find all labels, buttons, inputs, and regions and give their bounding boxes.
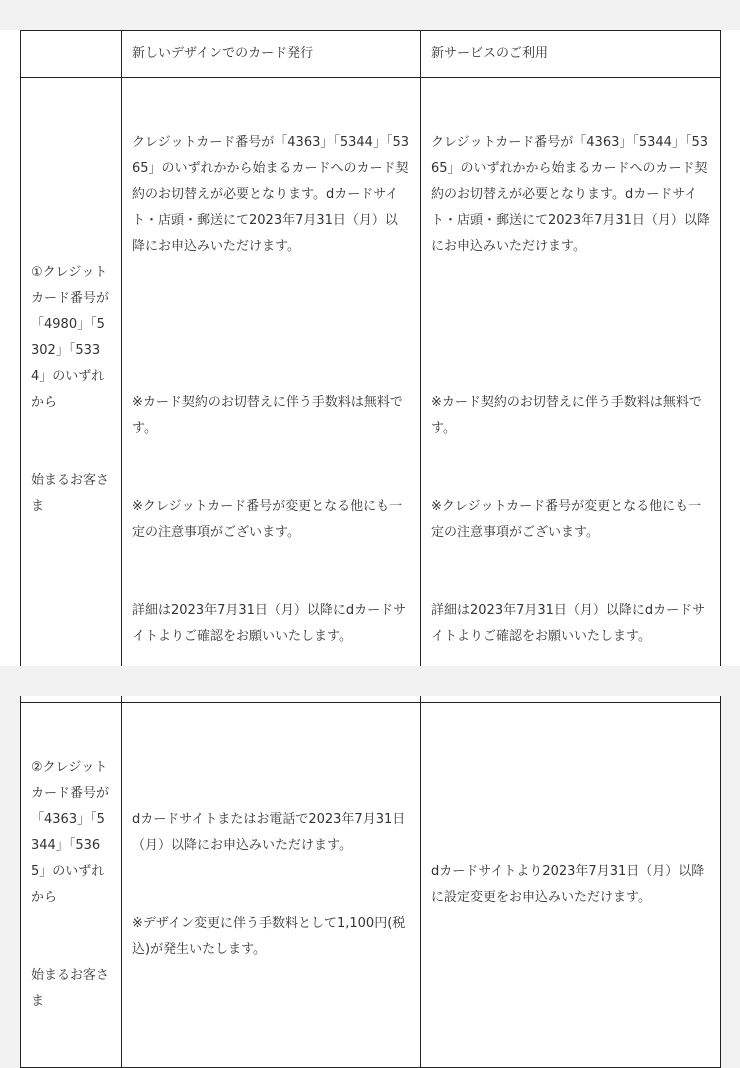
cell-paragraph: 詳細は2023年7月31日（月）以降にdカードサイトよりご確認をお願いいたします。	[132, 603, 407, 644]
header-corner-cell	[21, 31, 122, 78]
row-label-line: 始まるお客さま	[31, 473, 110, 514]
top-band	[0, 0, 740, 30]
row-label-line: 始まるお客さま	[31, 968, 110, 1009]
comparison-table	[20, 30, 721, 1068]
service-cell	[421, 703, 721, 1068]
table-row	[21, 703, 721, 1068]
cell-paragraph: クレジットカード番号が「4363」「5344」「5365」のいずれかから始まるカードへのカード契約のお切替えが必要となります。dカードサイト・店頭・郵送にて2023年7月31日（月）以降にお申込みいただけます。	[431, 135, 710, 254]
row-label-cell	[21, 78, 122, 703]
design-cell	[122, 703, 421, 1068]
cell-paragraph: ※カード契約のお切替えに伴う手数料は無料です。	[431, 395, 702, 436]
service-cell	[421, 78, 721, 703]
cell-paragraph: クレジットカード番号が「4363」「5344」「5365」のいずれかから始まるカードへのカード契約のお切替えが必要となります。dカードサイト・店頭・郵送にて2023年7月31日（月）以降にお申込みいただけます。	[132, 135, 409, 254]
header-service-cell: 新サービスのご利用	[421, 31, 721, 78]
row-label-line: ①クレジットカード番号が「4980」「5302」「5334」のいずれから	[31, 265, 110, 410]
design-cell	[122, 78, 421, 703]
table-row	[21, 78, 721, 703]
bottom-band	[0, 666, 740, 696]
cell-paragraph	[431, 312, 710, 338]
table-header-row	[21, 31, 721, 78]
cell-paragraph: 詳細は2023年7月31日（月）以降にdカードサイトよりご確認をお願いいたします。	[431, 603, 706, 644]
header-design-cell: 新しいデザインでのカード発行	[122, 31, 421, 78]
cell-paragraph: dカードサイトより2023年7月31日（月）以降に設定変更をお申込みいただけます。	[431, 864, 705, 905]
cell-paragraph: ※クレジットカード番号が変更となる他にも一定の注意事項がございます。	[431, 499, 702, 540]
row-label-cell	[21, 703, 122, 1068]
cell-paragraph: dカードサイトまたはお電話で2023年7月31日（月）以降にお申込みいただけます。	[132, 812, 406, 853]
cell-paragraph: ※クレジットカード番号が変更となる他にも一定の注意事項がございます。	[132, 499, 403, 540]
cell-paragraph: ※デザイン変更に伴う手数料として1,100円(税込)が発生いたします。	[132, 916, 406, 957]
cell-paragraph: ※カード契約のお切替えに伴う手数料は無料です。	[132, 395, 403, 436]
cell-paragraph	[132, 312, 410, 338]
row-label-line: ②クレジットカード番号が「4363」「5344」「5365」のいずれから	[31, 760, 110, 905]
